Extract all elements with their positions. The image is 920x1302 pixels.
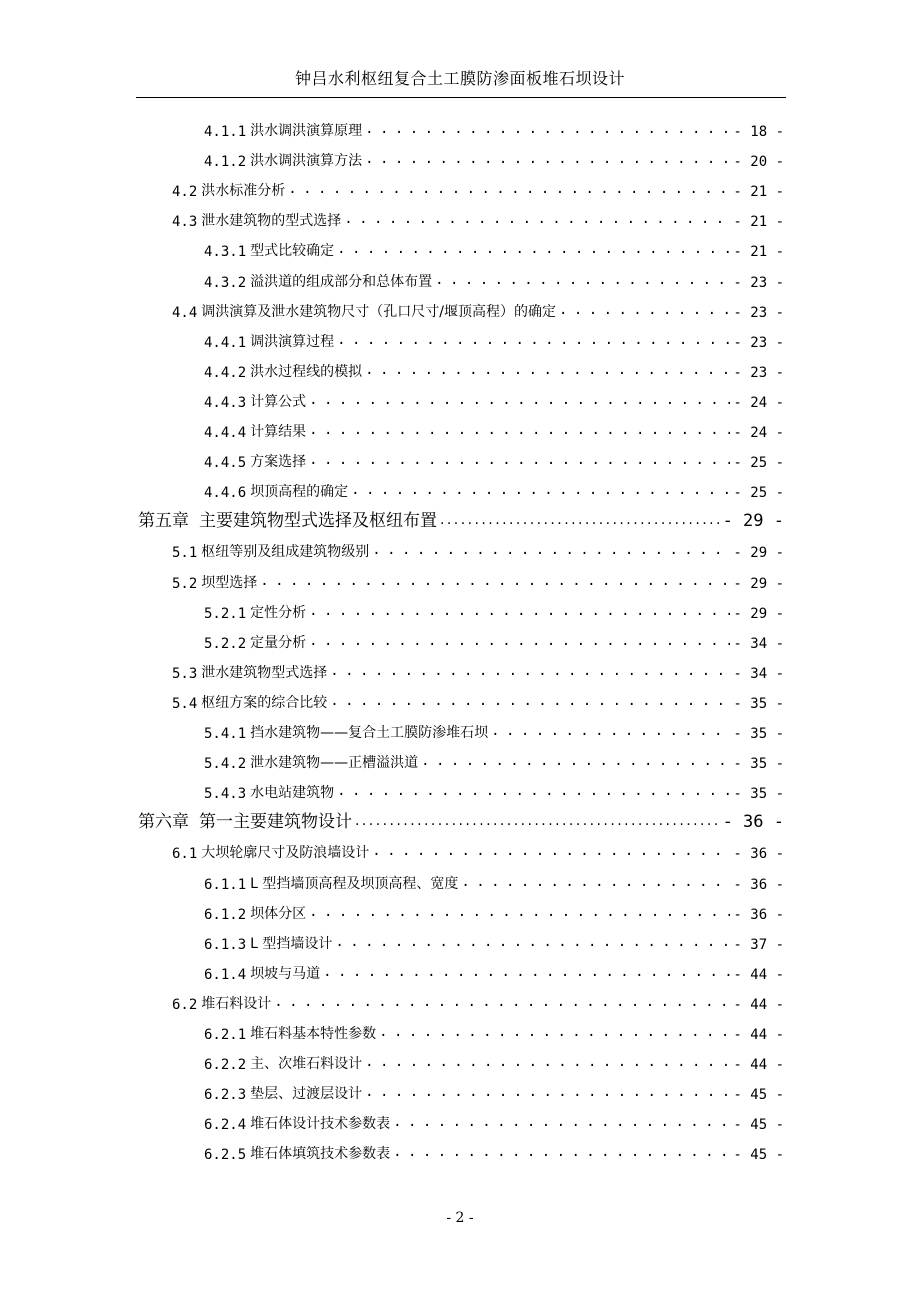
toc-entry-page: - 24 - [733, 425, 784, 441]
toc-entry-number: 4.3 [172, 214, 198, 230]
toc-entry-number: 4.1.1 [204, 124, 247, 140]
toc-entry[interactable] [204, 1017, 784, 1043]
toc-entry-title: 堆石料基本特性参数 [250, 1026, 377, 1042]
toc-entry-page: - 35 - [733, 786, 784, 802]
toc-entry-page: - 29 - [733, 576, 784, 592]
toc-entry-page: - 34 - [733, 636, 784, 652]
toc-entry[interactable] [204, 385, 784, 411]
toc-entry[interactable] [172, 204, 784, 230]
toc-entry-page: - 36 - [733, 907, 784, 923]
toc-entry[interactable] [204, 415, 784, 441]
toc-leader-dots [435, 265, 730, 291]
toc-entry[interactable] [204, 867, 784, 893]
toc-entry-page: - 37 - [733, 937, 784, 953]
toc-entry-page: - 21 - [733, 184, 784, 200]
toc-leader-dots [344, 204, 730, 230]
toc-entry[interactable] [204, 144, 784, 170]
header-rule [136, 97, 786, 98]
toc-leader-dots [365, 114, 730, 140]
toc-entry-page: - 23 - [733, 305, 784, 321]
toc-leader-dots [491, 716, 730, 742]
toc-entry-page: - 29 - [733, 606, 784, 622]
toc-entry-number: 4.3.1 [204, 244, 247, 260]
toc-leader-dots [559, 295, 730, 321]
toc-entry[interactable] [204, 746, 784, 772]
toc-leader-dots [393, 1107, 730, 1133]
toc-entry[interactable] [204, 114, 784, 140]
toc-entry-number: 4.4.5 [204, 455, 247, 471]
toc-entry-title: 泄水建筑物的型式选择 [201, 213, 342, 229]
toc-leader-dots [309, 596, 730, 622]
toc-entry-page: - 23 - [733, 365, 784, 381]
toc-entry-page: - 25 - [733, 485, 784, 501]
toc-leader-dots [372, 836, 730, 862]
toc-entry-title: 堆石料设计 [201, 996, 272, 1012]
toc-entry[interactable] [172, 295, 784, 321]
toc-entry-number: 4.4.6 [204, 485, 247, 501]
toc-entry-number: 6.1.2 [204, 907, 247, 923]
toc-entry[interactable] [204, 475, 784, 501]
toc-entry[interactable] [204, 445, 784, 471]
toc-entry-number: 4.4.4 [204, 425, 247, 441]
toc-entry-number: 5.2 [172, 576, 198, 592]
toc-entry-title: 泄水建筑物——正槽溢洪道 [250, 755, 419, 771]
toc-leader-dots [421, 746, 730, 772]
toc-entry-title: 水电站建筑物 [250, 785, 335, 801]
toc-entry-number: 5.4.1 [204, 726, 247, 742]
toc-leader-dots [309, 445, 730, 471]
toc-entry-page: - 29 - [722, 511, 784, 531]
toc-leader-dots [461, 867, 730, 893]
toc-entry-title: 泄水建筑物型式选择 [201, 665, 328, 681]
toc-entry-page: - 21 - [733, 214, 784, 230]
toc-leader-dots [335, 927, 730, 953]
toc-entry[interactable] [204, 897, 784, 923]
toc-entry-title: 溢洪道的组成部分和总体布置 [250, 274, 433, 290]
toc-entry-page: - 44 - [733, 967, 784, 983]
toc-entry-title: 堆石体设计技术参数表 [250, 1116, 391, 1132]
toc-entry-number: 5.2.1 [204, 606, 247, 622]
toc-entry-number: 第五章 [138, 511, 189, 531]
toc-entry-page: - 44 - [733, 1027, 784, 1043]
toc-entry-title: 坝体分区 [250, 906, 307, 922]
toc-entry[interactable] [172, 686, 784, 712]
toc-entry-number: 第六章 [138, 812, 189, 832]
toc-entry-number: 6.2.1 [204, 1027, 247, 1043]
toc-entry-title: 枢纽方案的综合比较 [201, 695, 328, 711]
toc-leader-dots [365, 1077, 730, 1103]
toc-leader-dots [330, 686, 730, 712]
toc-entry-page: - 25 - [733, 455, 784, 471]
toc-entry-title: 坝顶高程的确定 [250, 484, 349, 500]
toc-entry-page: - 23 - [733, 335, 784, 351]
toc-leader-dots [379, 1017, 730, 1043]
toc-leader-dots [365, 355, 730, 381]
toc-entry-number: 6.1.1 [204, 877, 247, 893]
toc-leader-dots [365, 1047, 730, 1073]
toc-entry-page: - 29 - [733, 545, 784, 561]
toc-entry-number: 4.4.2 [204, 365, 247, 381]
toc-entry-title: 主、次堆石料设计 [250, 1056, 363, 1072]
toc-entry[interactable] [204, 626, 784, 652]
toc-leader-dots [365, 144, 730, 170]
running-header: 钟吕水利枢纽复合土工膜防渗面板堆石坝设计 [294, 69, 625, 88]
toc-entry-number: 4.3.2 [204, 275, 247, 291]
toc-entry[interactable] [204, 355, 784, 381]
toc-entry-page: - 18 - [733, 124, 784, 140]
toc-leader-dots [260, 566, 730, 592]
toc-entry-title: 挡水建筑物——复合土工膜防渗堆石坝 [250, 725, 489, 741]
toc-entry-page: - 24 - [733, 395, 784, 411]
toc-entry-page: - 45 - [733, 1147, 784, 1163]
toc-entry-number: 4.1.2 [204, 154, 247, 170]
toc-entry[interactable] [204, 1047, 784, 1073]
toc-entry[interactable] [172, 987, 784, 1013]
toc-entry-page: - 21 - [733, 244, 784, 260]
toc-entry-page: - 23 - [733, 275, 784, 291]
toc-leader-dots [323, 957, 730, 983]
toc-leader-dots [309, 385, 730, 411]
toc-entry-title: 定量分析 [250, 635, 307, 651]
toc-entry-number: 5.1 [172, 545, 198, 561]
toc-entry-number: 5.4.3 [204, 786, 247, 802]
toc-entry-page: - 36 - [733, 846, 784, 862]
toc-entry[interactable] [204, 1137, 784, 1163]
toc-entry[interactable] [204, 716, 784, 742]
toc-entry[interactable] [204, 325, 784, 351]
toc-leader-dots [330, 656, 730, 682]
toc-entry[interactable] [172, 656, 784, 682]
toc-entry-title: 第一主要建筑物设计 [199, 812, 352, 832]
toc-entry-title: L 型挡墙顶高程及坝顶高程、宽度 [250, 876, 459, 892]
toc-entry-title: L 型挡墙设计 [250, 936, 333, 952]
toc-entry-number: 6.1.4 [204, 967, 247, 983]
toc-entry-number: 6.2.3 [204, 1087, 247, 1103]
toc-leader-dots [337, 325, 730, 351]
toc-leader-dots [355, 806, 720, 832]
toc-entry[interactable] [204, 596, 784, 622]
toc-entry[interactable] [204, 265, 784, 291]
toc-entry[interactable] [204, 927, 784, 953]
toc-entry-title: 洪水标准分析 [201, 183, 286, 199]
toc-entry[interactable] [172, 535, 784, 561]
toc-leader-dots [337, 234, 730, 260]
toc-entry-page: - 20 - [733, 154, 784, 170]
toc-entry-title: 枢纽等别及组成建筑物级别 [201, 544, 370, 560]
toc-entry-page: - 36 - [722, 812, 784, 832]
toc-entry-number: 6.2 [172, 997, 198, 1013]
toc-entry-number: 5.2.2 [204, 636, 247, 652]
toc-entry-title: 计算结果 [250, 424, 307, 440]
toc-entry-page: - 35 - [733, 756, 784, 772]
toc-entry-title: 型式比较确定 [250, 243, 335, 259]
toc-entry-number: 4.4.1 [204, 335, 247, 351]
toc-entry[interactable] [172, 836, 784, 862]
toc-entry-title: 洪水过程线的模拟 [250, 364, 363, 380]
toc-entry-page: - 44 - [733, 997, 784, 1013]
toc-entry[interactable] [204, 234, 784, 260]
toc-entry-title: 坝型选择 [201, 575, 258, 591]
page-number: - 2 - [446, 1210, 474, 1226]
toc-entry-title: 方案选择 [250, 454, 307, 470]
toc-leader-dots [309, 626, 730, 652]
toc-entry-number: 6.2.5 [204, 1147, 247, 1163]
toc-entry-title: 调洪演算及泄水建筑物尺寸（孔口尺寸/堰顶高程）的确定 [201, 304, 557, 320]
toc-entry-page: - 35 - [733, 696, 784, 712]
toc-entry-title: 洪水调洪演算方法 [250, 153, 363, 169]
toc-leader-dots [309, 897, 730, 923]
toc-entry-page: - 35 - [733, 726, 784, 742]
toc-entry[interactable] [172, 566, 784, 592]
toc-entry-number: 5.3 [172, 666, 198, 682]
toc-entry-title: 大坝轮廓尺寸及防浪墙设计 [201, 845, 370, 861]
toc-leader-dots [337, 776, 730, 802]
toc-leader-dots [351, 475, 730, 501]
toc-entry-page: - 45 - [733, 1117, 784, 1133]
toc-entry-number: 5.4.2 [204, 756, 247, 772]
toc-entry-number: 6.2.4 [204, 1117, 247, 1133]
toc-entry-title: 主要建筑物型式选择及枢纽布置 [199, 511, 437, 531]
toc-entry-title: 垫层、过渡层设计 [250, 1086, 363, 1102]
toc-entry-title: 堆石体填筑技术参数表 [250, 1146, 391, 1162]
toc-entry[interactable] [138, 505, 784, 531]
toc-entry-title: 洪水调洪演算原理 [250, 123, 363, 139]
toc-entry-number: 5.4 [172, 696, 198, 712]
toc-leader-dots [309, 415, 730, 441]
toc-entry-page: - 36 - [733, 877, 784, 893]
toc-entry[interactable] [204, 1107, 784, 1133]
toc-entry-number: 4.4.3 [204, 395, 247, 411]
toc-entry[interactable] [138, 806, 784, 832]
toc-entry[interactable] [204, 776, 784, 802]
toc-leader-dots [393, 1137, 730, 1163]
toc-leader-dots [274, 987, 730, 1013]
toc-entry-title: 坝坡与马道 [250, 966, 321, 982]
toc-entry-title: 调洪演算过程 [250, 334, 335, 350]
toc-entry[interactable] [204, 957, 784, 983]
toc-entry-page: - 45 - [733, 1087, 784, 1103]
toc-entry-page: - 44 - [733, 1057, 784, 1073]
toc-entry-number: 6.1.3 [204, 937, 247, 953]
toc-entry-page: - 34 - [733, 666, 784, 682]
toc-entry-number: 6.2.2 [204, 1057, 247, 1073]
toc-leader-dots [440, 505, 720, 531]
toc-entry-title: 定性分析 [250, 605, 307, 621]
toc-entry[interactable] [204, 1077, 784, 1103]
toc-entry-number: 6.1 [172, 846, 198, 862]
toc-leader-dots [372, 535, 730, 561]
toc-leader-dots [288, 174, 730, 200]
toc-entry-number: 4.2 [172, 184, 198, 200]
toc-entry[interactable] [172, 174, 784, 200]
toc-entry-title: 计算公式 [250, 394, 307, 410]
toc-entry-number: 4.4 [172, 305, 198, 321]
